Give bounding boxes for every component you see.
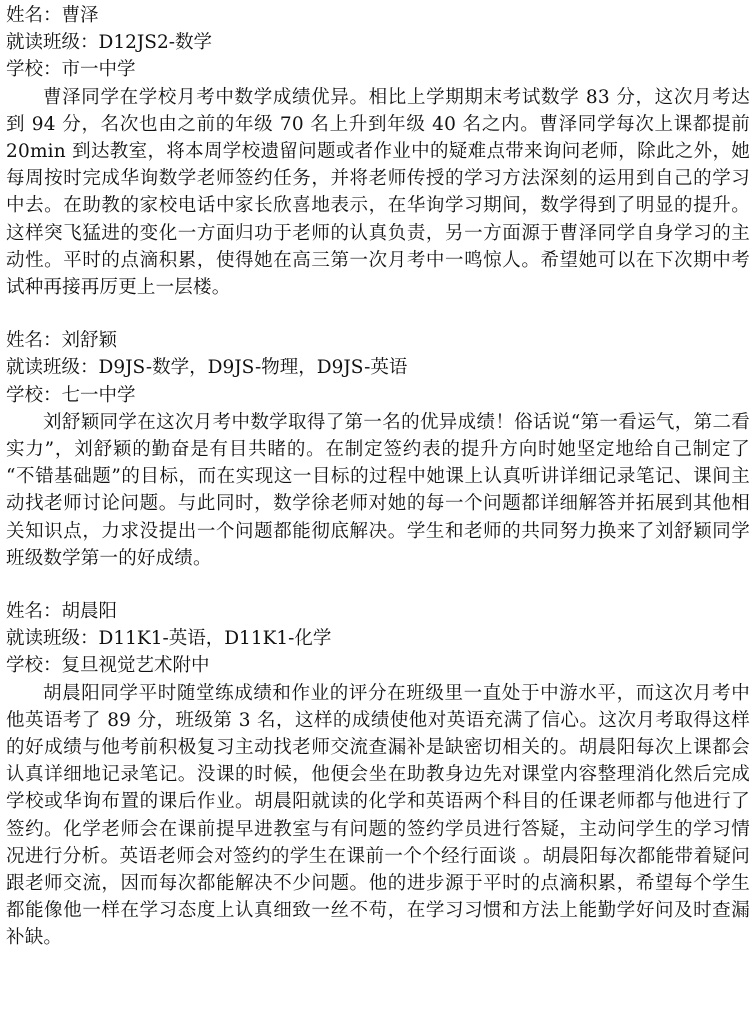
student-school: 学校：复旦视觉艺术附中 [6, 655, 210, 677]
student-name: 姓名：刘舒颖 [6, 330, 118, 352]
student-description: 胡晨阳同学平时随堂练成绩和作业的评分在班级里一直处于中游水平，而这次月考中他英语考了 89 分，班级第 3 名，这样的成绩使他对英语充满了信心。这次月考取得这样的好成绩与他考前积极复习主动找老师交流查漏补是缺密切相关的。胡晨阳每次上课都会认真详细地记录笔记。没课的时候，他便会坐在助教身边先对课堂内容整理消化然后完成学校或华询布置的课后作业。胡晨阳就读的化学和英语两个科目的任课老师都与他进行了签约。化学老师会在课前提早进教室与有问题的签约学员进行答疑，主动问学生的学习情况进行分析。英语老师会对签约的学生在课前一个个经行面谈 。胡晨阳每次都能带着疑问跟老师交流，因而每次都能解决不少问题。他的进步源于平时的点滴积累，希望每个学生都能像他一样在学习态度上认真细致一丝不苟，在学习习惯和方法上能勤学好问及时查漏补缺。 [6, 682, 750, 949]
student-record-hu-chenyang [6, 598, 750, 952]
student-school: 学校：市一中学 [6, 59, 136, 81]
student-name: 姓名：胡晨阳 [6, 600, 118, 622]
student-description: 刘舒颖同学在这次月考中数学取得了第一名的优异成绩！俗话说“第一看运气，第二看实力”，刘舒颖的勤奋是有目共睹的。在制定签约表的提升方向时她坚定地给自己制定了 “不错基础题”的目标，而在实现这一目标的过程中她课上认真听讲详细记录笔记、课间主动找老师讨论问题。与此同时，数学徐老师对她的每一个问题都详细解答并拓展到其他相关知识点，力求没提出一个问题都能彻底解决。学生和老师的共同努力换来了刘舒颖同学班级数学第一的好成绩。 [6, 411, 750, 569]
student-record-liu-shuying [6, 327, 750, 572]
student-class: 就读班级：D12JS2-数学 [6, 32, 212, 54]
student-description: 曹泽同学在学校月考中数学成绩优异。相比上学期期末考试数学 83 分，这次月考达到 94 分，名次也由之前的年级 70 名上升到年级 40 名之内。曹泽同学每次上课都提前 20min 到达教室，将本周学校遗留问题或者作业中的疑难点带来询问老师，除此之外，她每周按时完成华询数学老师签约任务，并将老师传授的学习方法深刻的运用到自己的学习中去。在助教的家校电话中家长欣喜地表示，在华询学习期间，数学得到了明显的提升。这样突飞猛进的变化一方面归功于老师的认真负责，另一方面源于曹泽同学自身学习的主动性。平时的点滴积累，使得她在高三第一次月考中一鸣惊人。希望她可以在下次期中考试种再接再厉更上一层楼。 [6, 86, 750, 298]
student-record-cao-ze [6, 2, 750, 301]
student-school: 学校：七一中学 [6, 384, 136, 406]
student-class: 就读班级：D9JS-数学，D9JS-物理，D9JS-英语 [6, 357, 408, 379]
student-name: 姓名：曹泽 [6, 5, 99, 26]
student-class: 就读班级：D11K1-英语，D11K1-化学 [6, 628, 332, 650]
